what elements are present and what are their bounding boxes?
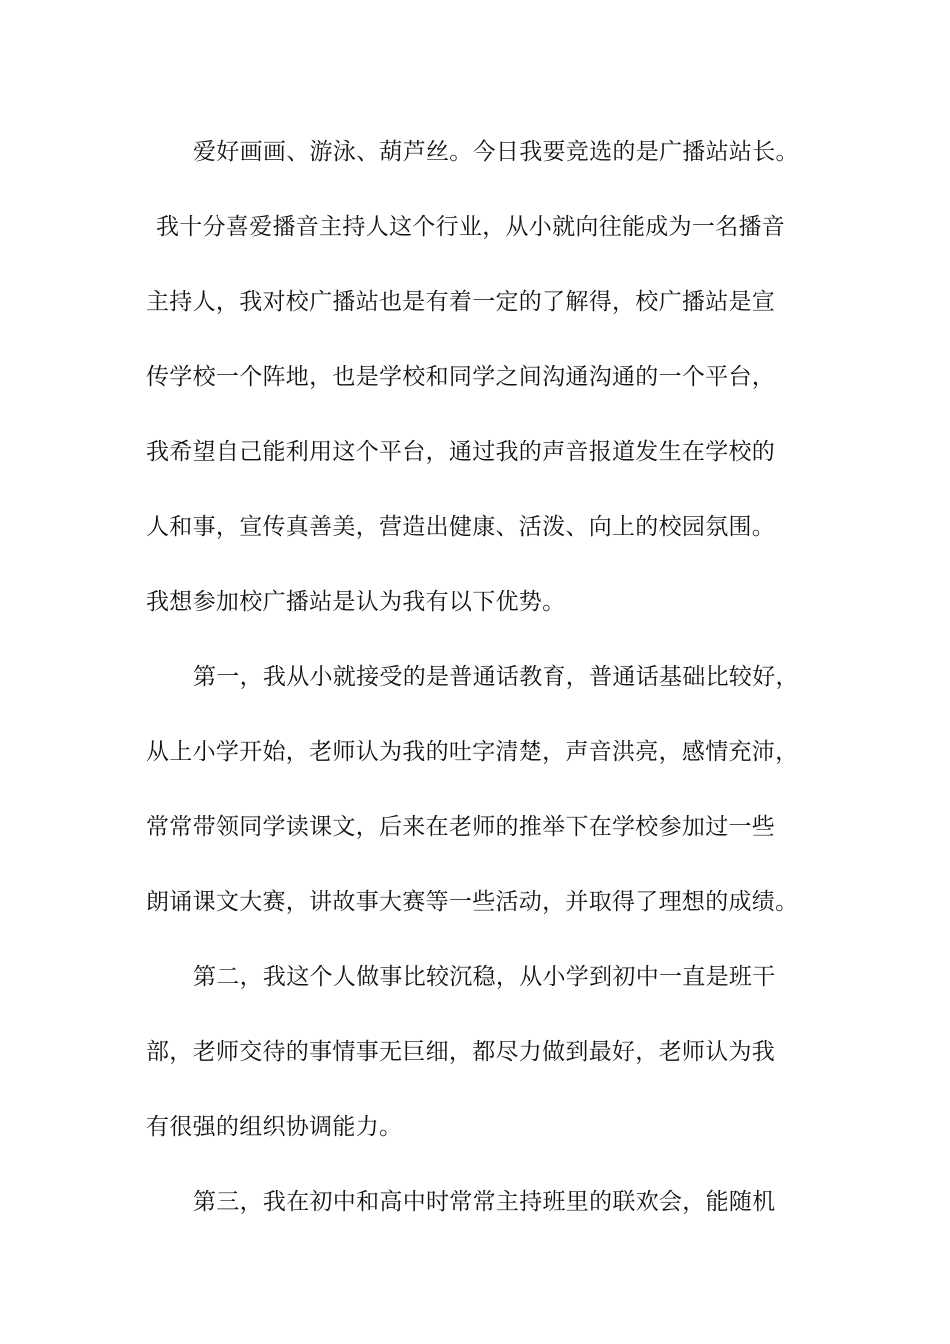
text-line: 部，老师交待的事情事无巨细，都尽力做到最好，老师认为我 [146,1039,776,1065]
text-line: 常常带领同学读课文，后来在老师的推举下在学校参加过一些 [146,814,776,840]
text-line: 有很强的组织协调能力。 [146,1114,403,1140]
text-line: 主持人，我对校广播站也是有着一定的了解得，校广播站是宣 [146,289,776,315]
text-line: 从上小学开始，老师认为我的吐字清楚，声音洪亮，感情充沛， [146,739,799,765]
text-line: 朗诵课文大赛，讲故事大赛等一些活动，并取得了理想的成绩。 [146,889,799,915]
text-line: 第一，我从小就接受的是普通话教育，普通话基础比较好， [193,664,799,690]
text-line: 我十分喜爱播音主持人这个行业，从小就向往能成为一名播音 [156,214,786,240]
text-line: 我想参加校广播站是认为我有以下优势。 [146,589,566,615]
text-line: 爱好画画、游泳、葫芦丝。今日我要竞选的是广播站站长。 [193,139,799,165]
text-line: 我希望自己能利用这个平台，通过我的声音报道发生在学校的 [146,439,776,465]
text-line: 人和事，宣传真善美，营造出健康、活泼、向上的校园氛围。 [146,514,776,540]
text-line: 第二，我这个人做事比较沉稳，从小学到初中一直是班干 [193,964,776,990]
text-line: 传学校一个阵地，也是学校和同学之间沟通沟通的一个平台， [146,364,776,390]
text-line: 第三，我在初中和高中时常常主持班里的联欢会，能随机 [193,1189,776,1215]
